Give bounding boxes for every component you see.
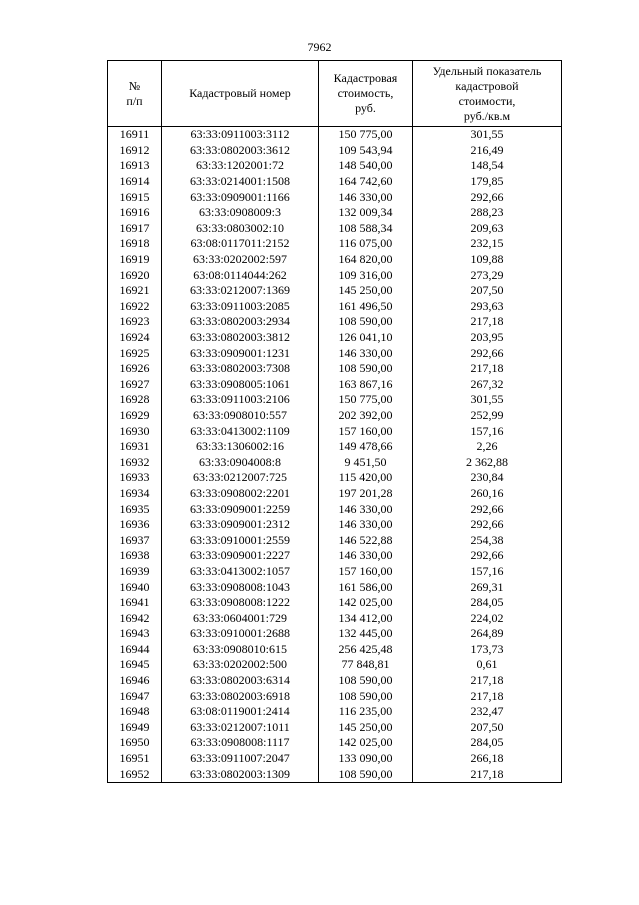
specific-indicator-cell: 267,32 [413, 377, 562, 393]
cadastral-value-cell: 150 775,00 [319, 392, 413, 408]
table-row [108, 345, 562, 361]
header-cadastral-value-label: Кадастровая стоимость, руб. [333, 71, 398, 115]
row-number-cell: 16950 [108, 735, 162, 751]
table-row [108, 548, 562, 564]
specific-indicator-cell: 217,18 [413, 673, 562, 689]
specific-indicator-cell: 148,54 [413, 158, 562, 174]
row-number-cell: 16918 [108, 236, 162, 252]
row-number-cell: 16924 [108, 330, 162, 346]
cadastral-number-cell: 63:33:0910001:2688 [162, 626, 319, 642]
cadastral-value-cell: 115 420,00 [319, 470, 413, 486]
row-number-cell: 16931 [108, 439, 162, 455]
cadastral-value-cell: 163 867,16 [319, 377, 413, 393]
specific-indicator-cell: 217,18 [413, 766, 562, 782]
table-row [108, 704, 562, 720]
table-row [108, 392, 562, 408]
header-cadastral-number-label: Кадастровый номер [189, 86, 291, 100]
table-row [108, 642, 562, 658]
cadastral-value-cell: 256 425,48 [319, 642, 413, 658]
table-row [108, 314, 562, 330]
cadastral-number-cell: 63:33:0212007:725 [162, 470, 319, 486]
table-row [108, 720, 562, 736]
cadastral-value-cell: 157 160,00 [319, 564, 413, 580]
cadastral-value-cell: 146 330,00 [319, 501, 413, 517]
row-number-cell: 16943 [108, 626, 162, 642]
cadastral-value-cell: 142 025,00 [319, 595, 413, 611]
cadastral-value-cell: 77 848,81 [319, 657, 413, 673]
row-number-cell: 16913 [108, 158, 162, 174]
row-number-cell: 16930 [108, 423, 162, 439]
table-row [108, 158, 562, 174]
cadastral-value-cell: 108 590,00 [319, 766, 413, 782]
row-number-cell: 16917 [108, 221, 162, 237]
table-row [108, 501, 562, 517]
specific-indicator-cell: 293,63 [413, 299, 562, 315]
cadastral-value-cell: 161 586,00 [319, 579, 413, 595]
cadastral-value-table [107, 60, 562, 783]
specific-indicator-cell: 266,18 [413, 751, 562, 767]
cadastral-value-cell: 109 543,94 [319, 143, 413, 159]
specific-indicator-cell: 292,66 [413, 517, 562, 533]
row-number-cell: 16952 [108, 766, 162, 782]
cadastral-value-cell: 108 590,00 [319, 688, 413, 704]
row-number-cell: 16935 [108, 501, 162, 517]
specific-indicator-cell: 232,47 [413, 704, 562, 720]
row-number-cell: 16951 [108, 751, 162, 767]
cadastral-value-cell: 108 590,00 [319, 361, 413, 377]
row-number-cell: 16922 [108, 299, 162, 315]
row-number-cell: 16944 [108, 642, 162, 658]
row-number-cell: 16925 [108, 345, 162, 361]
cadastral-value-cell: 116 235,00 [319, 704, 413, 720]
specific-indicator-cell: 292,66 [413, 345, 562, 361]
specific-indicator-cell: 203,95 [413, 330, 562, 346]
table-row [108, 236, 562, 252]
cadastral-number-cell: 63:33:0802003:3612 [162, 143, 319, 159]
cadastral-value-cell: 197 201,28 [319, 486, 413, 502]
row-number-cell: 16946 [108, 673, 162, 689]
table-row [108, 454, 562, 470]
cadastral-number-cell: 63:08:0117011:2152 [162, 236, 319, 252]
specific-indicator-cell: 216,49 [413, 143, 562, 159]
cadastral-value-cell: 108 590,00 [319, 314, 413, 330]
table-row [108, 735, 562, 751]
cadastral-number-cell: 63:33:0911007:2047 [162, 751, 319, 767]
cadastral-value-cell: 164 820,00 [319, 252, 413, 268]
cadastral-value-cell: 109 316,00 [319, 267, 413, 283]
cadastral-number-cell: 63:33:0802003:6314 [162, 673, 319, 689]
cadastral-value-cell: 146 330,00 [319, 517, 413, 533]
cadastral-value-cell: 164 742,60 [319, 174, 413, 190]
cadastral-value-cell: 142 025,00 [319, 735, 413, 751]
cadastral-number-cell: 63:33:0908010:615 [162, 642, 319, 658]
header-specific-indicator-label: Удельный показатель кадастровой стоимости, руб./кв.м [432, 63, 542, 123]
cadastral-number-cell: 63:08:0119001:2414 [162, 704, 319, 720]
cadastral-number-cell: 63:33:0911003:2106 [162, 392, 319, 408]
cadastral-value-cell: 145 250,00 [319, 283, 413, 299]
header-cadastral-value [319, 61, 413, 127]
specific-indicator-cell: 264,89 [413, 626, 562, 642]
table-row [108, 439, 562, 455]
row-number-cell: 16941 [108, 595, 162, 611]
cadastral-number-cell: 63:33:0212007:1369 [162, 283, 319, 299]
table-row [108, 267, 562, 283]
cadastral-number-cell: 63:33:0911003:2085 [162, 299, 319, 315]
table-row [108, 751, 562, 767]
row-number-cell: 16940 [108, 579, 162, 595]
table-row [108, 673, 562, 689]
specific-indicator-cell: 217,18 [413, 688, 562, 704]
cadastral-value-cell: 146 522,88 [319, 532, 413, 548]
cadastral-number-cell: 63:33:0802003:6918 [162, 688, 319, 704]
table-row [108, 205, 562, 221]
table-row [108, 299, 562, 315]
cadastral-number-cell: 63:33:0910001:2559 [162, 532, 319, 548]
specific-indicator-cell: 157,16 [413, 564, 562, 580]
cadastral-value-cell: 157 160,00 [319, 423, 413, 439]
table-row [108, 470, 562, 486]
cadastral-value-cell: 9 451,50 [319, 454, 413, 470]
specific-indicator-cell: 207,50 [413, 283, 562, 299]
cadastral-number-cell: 63:33:0908008:1222 [162, 595, 319, 611]
table-row [108, 688, 562, 704]
cadastral-number-cell: 63:33:0803002:10 [162, 221, 319, 237]
table-row [108, 626, 562, 642]
row-number-cell: 16915 [108, 189, 162, 205]
row-number-cell: 16942 [108, 610, 162, 626]
cadastral-number-cell: 63:33:0908002:2201 [162, 486, 319, 502]
row-number-cell: 16928 [108, 392, 162, 408]
table-row [108, 377, 562, 393]
row-number-cell: 16947 [108, 688, 162, 704]
table-row [108, 252, 562, 268]
row-number-cell: 16938 [108, 548, 162, 564]
cadastral-number-cell: 63:33:0202002:500 [162, 657, 319, 673]
cadastral-value-cell: 108 588,34 [319, 221, 413, 237]
specific-indicator-cell: 230,84 [413, 470, 562, 486]
cadastral-number-cell: 63:33:0413002:1057 [162, 564, 319, 580]
cadastral-number-cell: 63:33:0908008:1043 [162, 579, 319, 595]
specific-indicator-cell: 207,50 [413, 720, 562, 736]
cadastral-number-cell: 63:33:0214001:1508 [162, 174, 319, 190]
specific-indicator-cell: 301,55 [413, 127, 562, 143]
specific-indicator-cell: 0,61 [413, 657, 562, 673]
table-row [108, 189, 562, 205]
cadastral-number-cell: 63:33:0909001:2259 [162, 501, 319, 517]
cadastral-value-cell: 116 075,00 [319, 236, 413, 252]
cadastral-number-cell: 63:33:0904008:8 [162, 454, 319, 470]
table-row [108, 564, 562, 580]
row-number-cell: 16912 [108, 143, 162, 159]
specific-indicator-cell: 273,29 [413, 267, 562, 283]
cadastral-number-cell: 63:33:0911003:3112 [162, 127, 319, 143]
cadastral-number-cell: 63:33:0908008:1117 [162, 735, 319, 751]
table-header [108, 61, 562, 127]
row-number-cell: 16914 [108, 174, 162, 190]
cadastral-number-cell: 63:33:0202002:597 [162, 252, 319, 268]
cadastral-value-cell: 149 478,66 [319, 439, 413, 455]
header-cadastral-number [162, 61, 319, 127]
specific-indicator-cell: 232,15 [413, 236, 562, 252]
row-number-cell: 16948 [108, 704, 162, 720]
specific-indicator-cell: 301,55 [413, 392, 562, 408]
table-row [108, 408, 562, 424]
specific-indicator-cell: 288,23 [413, 205, 562, 221]
row-number-cell: 16923 [108, 314, 162, 330]
table-row [108, 766, 562, 782]
table-row [108, 143, 562, 159]
row-number-cell: 16920 [108, 267, 162, 283]
page-number: 7962 [307, 40, 332, 54]
specific-indicator-cell: 284,05 [413, 735, 562, 751]
cadastral-number-cell: 63:33:0909001:1231 [162, 345, 319, 361]
cadastral-number-cell: 63:33:0909001:2312 [162, 517, 319, 533]
table-row [108, 657, 562, 673]
cadastral-value-cell: 146 330,00 [319, 345, 413, 361]
table-body [108, 127, 562, 783]
cadastral-value-cell: 133 090,00 [319, 751, 413, 767]
cadastral-number-cell: 63:33:0908010:557 [162, 408, 319, 424]
table-row [108, 579, 562, 595]
cadastral-value-cell: 132 009,34 [319, 205, 413, 221]
table-row [108, 517, 562, 533]
specific-indicator-cell: 269,31 [413, 579, 562, 595]
cadastral-value-cell: 126 041,10 [319, 330, 413, 346]
specific-indicator-cell: 284,05 [413, 595, 562, 611]
specific-indicator-cell: 179,85 [413, 174, 562, 190]
row-number-cell: 16921 [108, 283, 162, 299]
cadastral-value-cell: 161 496,50 [319, 299, 413, 315]
cadastral-value-cell: 146 330,00 [319, 548, 413, 564]
cadastral-number-cell: 63:33:0908009:3 [162, 205, 319, 221]
table-row [108, 610, 562, 626]
cadastral-number-cell: 63:33:1306002:16 [162, 439, 319, 455]
row-number-cell: 16933 [108, 470, 162, 486]
table-row [108, 486, 562, 502]
table-row [108, 221, 562, 237]
row-number-cell: 16916 [108, 205, 162, 221]
cadastral-number-cell: 63:33:0802003:3812 [162, 330, 319, 346]
cadastral-value-cell: 145 250,00 [319, 720, 413, 736]
specific-indicator-cell: 2 362,88 [413, 454, 562, 470]
row-number-cell: 16936 [108, 517, 162, 533]
cadastral-value-cell: 148 540,00 [319, 158, 413, 174]
cadastral-value-cell: 108 590,00 [319, 673, 413, 689]
table-row [108, 127, 562, 143]
cadastral-value-cell: 146 330,00 [319, 189, 413, 205]
cadastral-value-cell: 134 412,00 [319, 610, 413, 626]
header-row-number-label: № п/п [126, 78, 143, 108]
specific-indicator-cell: 217,18 [413, 361, 562, 377]
row-number-cell: 16945 [108, 657, 162, 673]
cadastral-number-cell: 63:33:0802003:2934 [162, 314, 319, 330]
specific-indicator-cell: 260,16 [413, 486, 562, 502]
row-number-cell: 16934 [108, 486, 162, 502]
specific-indicator-cell: 292,66 [413, 501, 562, 517]
table-row [108, 361, 562, 377]
specific-indicator-cell: 252,99 [413, 408, 562, 424]
cadastral-value-cell: 150 775,00 [319, 127, 413, 143]
cadastral-number-cell: 63:33:0909001:2227 [162, 548, 319, 564]
row-number-cell: 16926 [108, 361, 162, 377]
cadastral-number-cell: 63:33:0604001:729 [162, 610, 319, 626]
table-row [108, 532, 562, 548]
row-number-cell: 16932 [108, 454, 162, 470]
specific-indicator-cell: 224,02 [413, 610, 562, 626]
specific-indicator-cell: 109,88 [413, 252, 562, 268]
specific-indicator-cell: 292,66 [413, 548, 562, 564]
specific-indicator-cell: 217,18 [413, 314, 562, 330]
cadastral-number-cell: 63:33:0909001:1166 [162, 189, 319, 205]
specific-indicator-cell: 254,38 [413, 532, 562, 548]
row-number-cell: 16911 [108, 127, 162, 143]
cadastral-number-cell: 63:33:0212007:1011 [162, 720, 319, 736]
cadastral-number-cell: 63:33:0802003:1309 [162, 766, 319, 782]
cadastral-number-cell: 63:33:1202001:72 [162, 158, 319, 174]
cadastral-number-cell: 63:08:0114044:262 [162, 267, 319, 283]
table-row [108, 595, 562, 611]
cadastral-number-cell: 63:33:0413002:1109 [162, 423, 319, 439]
specific-indicator-cell: 209,63 [413, 221, 562, 237]
header-row-number [108, 61, 162, 127]
specific-indicator-cell: 157,16 [413, 423, 562, 439]
row-number-cell: 16927 [108, 377, 162, 393]
row-number-cell: 16939 [108, 564, 162, 580]
cadastral-value-cell: 132 445,00 [319, 626, 413, 642]
row-number-cell: 16937 [108, 532, 162, 548]
table-row [108, 174, 562, 190]
row-number-cell: 16919 [108, 252, 162, 268]
cadastral-number-cell: 63:33:0908005:1061 [162, 377, 319, 393]
specific-indicator-cell: 173,73 [413, 642, 562, 658]
row-number-cell: 16949 [108, 720, 162, 736]
specific-indicator-cell: 2,26 [413, 439, 562, 455]
row-number-cell: 16929 [108, 408, 162, 424]
header-specific-indicator [413, 61, 562, 127]
specific-indicator-cell: 292,66 [413, 189, 562, 205]
table-row [108, 330, 562, 346]
cadastral-number-cell: 63:33:0802003:7308 [162, 361, 319, 377]
table-row [108, 423, 562, 439]
cadastral-value-cell: 202 392,00 [319, 408, 413, 424]
table-row [108, 283, 562, 299]
